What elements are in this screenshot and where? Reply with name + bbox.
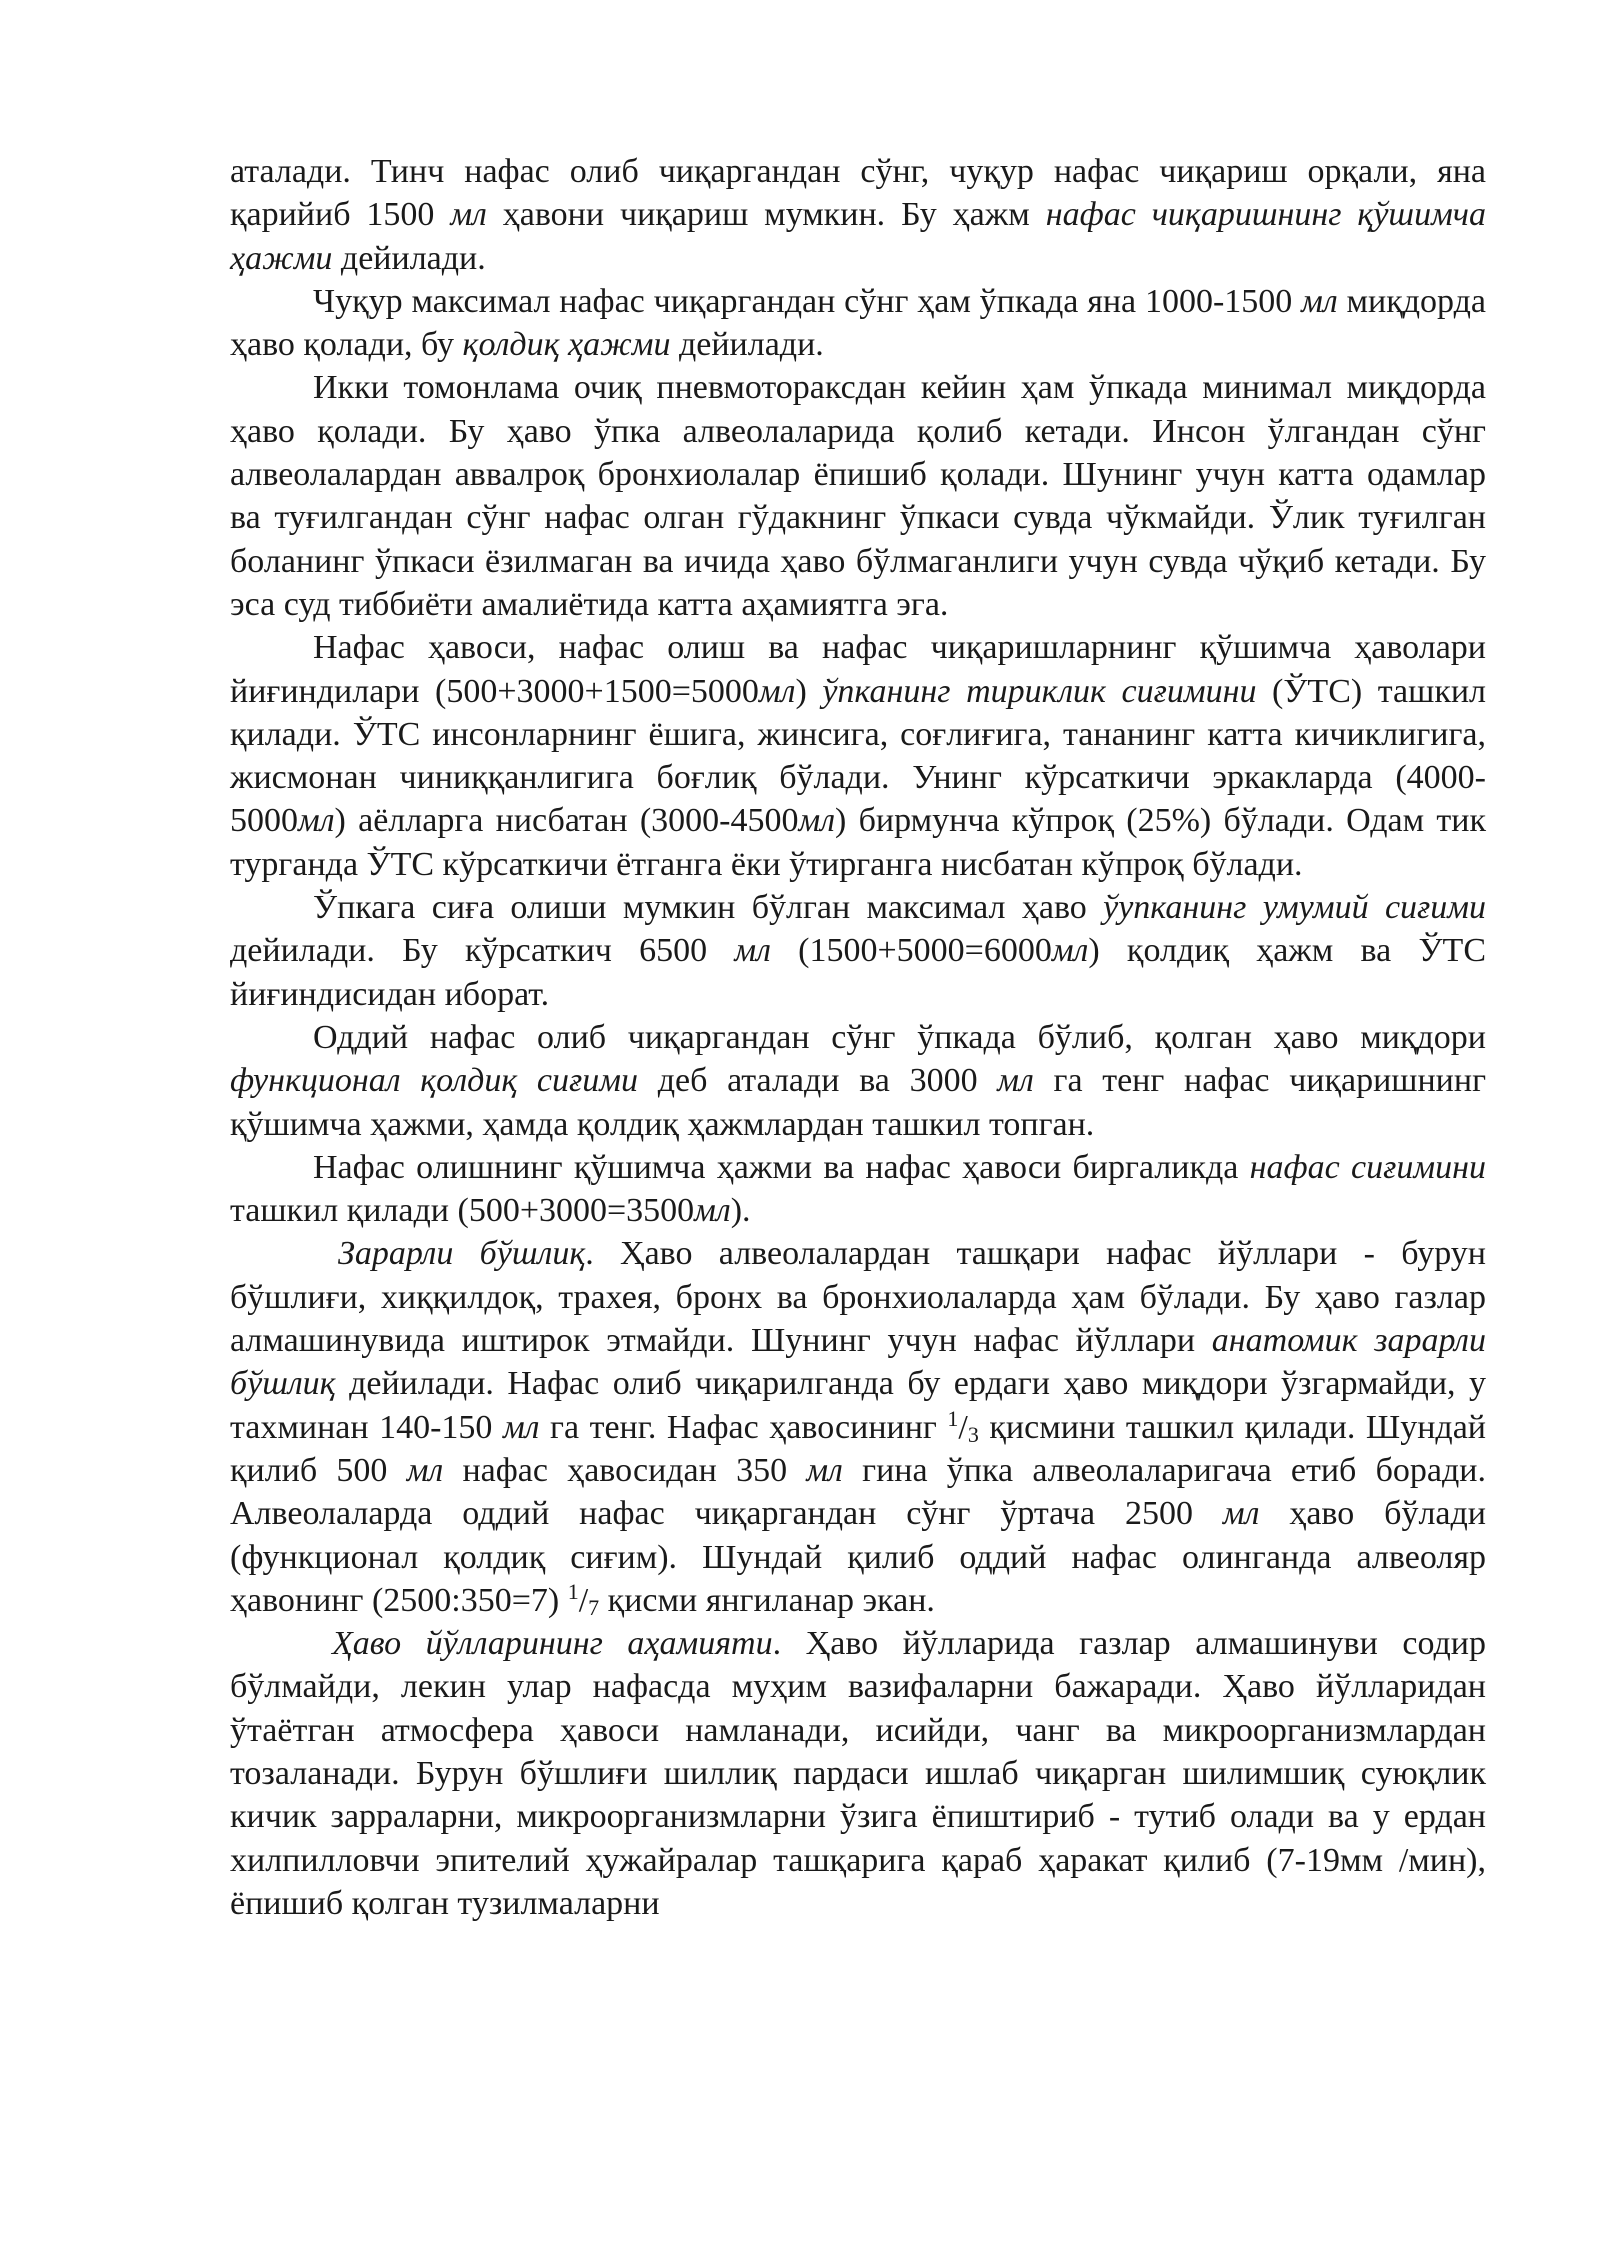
text-run: дейилади. <box>670 326 824 364</box>
text-run: ташкил қилади (500+3000=3500 <box>230 1192 695 1230</box>
fraction-denominator: 7 <box>588 1594 600 1620</box>
text-run: қисмини ташкил қилади. Шундай қилиб 500 <box>230 1408 1486 1489</box>
text-run: нафас ҳавосидан 350 <box>443 1451 807 1489</box>
text-run: ҳаво бўлади (функционал қолдиқ сиғим). Шундай қилиб оддий нафас олинганда алвеоляр ҳавонинг (2500:350=7) <box>230 1495 1487 1619</box>
unit-ml: мл <box>450 196 487 234</box>
unit-ml: мл <box>758 672 796 710</box>
text-run: деб аталади ва 3000 <box>638 1062 998 1100</box>
unit-ml: мл <box>1301 282 1338 320</box>
unit-ml: мл <box>806 1451 843 1489</box>
text-run: (1500+5000=6000 <box>770 932 1052 970</box>
text-run: (ЎТС) ташкил қилади. ЎТС инсонларнинг ёшига, жинсига, соғлиғига, тананинг катта кичиклигига, жисмонан чиниққанлигига боғлиқ бўлади. Унинг кўрсаткичи эркакларда (4000-5000 <box>230 672 1487 840</box>
fraction-denominator: 3 <box>967 1421 979 1447</box>
paragraph-functional-residual <box>230 1016 1486 1146</box>
term-italic: нафас сиғимини <box>1249 1148 1486 1186</box>
text-run: . Ҳаво йўлларида газлар алмашинуви содир бўлмайди, лекин улар нафасда муҳим вазифаларни бажаради. Ҳаво йўлларидан ўтаётган атмосфера ҳавоси намланади, исийди, чанг ва микроорганизмлардан тозаланади. Бурун бўшлиғи шиллиқ пардаси ишлаб чиқарган шилимшиқ суюқлик кичик зарраларни, микроорганизмларни ўзига ёпиштириб - тутиб олади ва у ердан хилпилловчи эпителий ҳужайралар ташқарига қараб ҳаракат қилиб (7-19мм /мин), ёпишиб қолган тузилмаларни <box>230 1625 1486 1922</box>
document-page <box>230 150 1486 1925</box>
text-run: дейилади. Бу кўрсаткич 6500 <box>230 932 735 970</box>
text-run: Ўпкага сиға олиши мумкин бўлган максимал ҳаво <box>313 889 1104 927</box>
paragraph-total-capacity <box>230 886 1486 1016</box>
unit-ml: мл <box>502 1408 540 1446</box>
text-run: ) қолдиқ ҳажм ва ЎТС йиғиндисидан иборат. <box>230 932 1487 1013</box>
paragraph-residual-volume <box>230 280 1486 367</box>
unit-ml: мл <box>1051 932 1089 970</box>
text-run: миқдорда ҳаво қолади, бу <box>230 282 1486 364</box>
text-run: Чуқур максимал нафас чиқаргандан сўнг ҳам ўпкада яна 1000-1500 <box>313 282 1302 320</box>
paragraph-vital-capacity <box>230 626 1486 886</box>
text-run: ) <box>795 672 823 710</box>
text-run: ) бирмунча кўпроқ (25%) бўлади. Одам тик турганда ЎТС кўрсаткичи ётганга ёки ўтирганга нисбатан кўпроқ бўлади. <box>230 802 1486 883</box>
paragraph-airway-importance <box>230 1622 1486 1925</box>
text-run: дейилади. Нафас олиб чиқарилганда бу ердаги ҳаво миқдори ўзгармайди, у тахминан 140-150 <box>230 1365 1486 1446</box>
text-run: Нафас ҳавоси, нафас олиш ва нафас чиқаришларнинг қўшимча ҳаволари йиғиндилари (500+3000+1500=5000 <box>230 629 1486 710</box>
fraction-numerator: 1 <box>947 1405 959 1431</box>
fraction-numerator: 1 <box>567 1578 579 1604</box>
paragraph-pneumothorax <box>230 366 1486 626</box>
unit-ml: мл <box>406 1451 444 1489</box>
section-heading-italic: Зарарли бўшлиқ <box>338 1235 586 1273</box>
paragraph-expiratory-reserve <box>230 150 1486 280</box>
fraction-slash: / <box>958 1408 968 1446</box>
text-run: га тенг нафас чиқаришнинг қўшимча ҳажми, ҳамда қолдиқ ҳажмлардан ташкил топган. <box>230 1062 1487 1143</box>
unit-ml: мл <box>694 1192 731 1230</box>
text-run: дейилади. <box>332 239 486 277</box>
text-run: ). <box>730 1192 751 1230</box>
unit-ml: мл <box>997 1062 1034 1100</box>
unit-ml: мл <box>734 932 771 970</box>
text-run: ҳавони чиқариш мумкин. Бу ҳажм <box>486 196 1046 234</box>
paragraph-dead-space <box>230 1232 1486 1622</box>
term-italic: нафас чиқаришнинг қўшимча ҳажми <box>230 196 1486 277</box>
text-run: ) аёлларга нисбатан (3000-4500 <box>334 802 799 840</box>
text-run: Икки томонлама очиқ пневмотораксдан кейин ҳам ўпкада минимал миқдорда ҳаво қолади. Бу ҳаво ўпка алвеолаларида қолиб кетади. Инсон ўлгандан сўнг алвеолалардан аввалроқ бронхиолалар ёпишиб қолади. Шунинг учун катта одамлар ва туғилгандан сўнг нафас олган гўдакнинг ўпкаси сувда чўкмайди. Ўлик туғилган боланинг ўпкаси ёзилмаган ва ичида ҳаво бўлмаганлиги учун сувда чўқиб кетади. Бу эса суд тиббиёти амалиётида катта аҳамиятга эга. <box>230 369 1486 623</box>
term-italic: ўупканинг умумий сиғими <box>1103 889 1486 927</box>
text-run: қисми янгиланар экан. <box>599 1581 935 1619</box>
term-italic: функционал қолдиқ сиғими <box>230 1062 638 1100</box>
term-italic: анатомик зарарли бўшлиқ <box>230 1322 1486 1403</box>
unit-ml: мл <box>798 802 836 840</box>
text-run: аталади. Тинч нафас олиб чиқаргандан сўнг, чуқур нафас чиқариш орқали, яна қарийиб 1500 <box>230 153 1486 234</box>
term-italic: қолдиқ ҳажми <box>462 326 671 364</box>
section-heading-italic: Ҳаво йўлларининг аҳамияти <box>332 1625 773 1663</box>
fraction-slash: / <box>578 1581 589 1619</box>
unit-ml: мл <box>298 802 335 840</box>
text-run: гина ўпка алвеолаларигача етиб боради. Алвеолаларда оддий нафас чиқаргандан сўнг ўртача 2500 <box>230 1451 1486 1533</box>
paragraph-inspiratory-capacity <box>230 1146 1486 1233</box>
term-italic: ўпканинг тириклик сиғимини <box>822 672 1257 710</box>
text-run: . Ҳаво алвеолалардан ташқари нафас йўллари - бурун бўшлиғи, хиққилдоқ, трахея, бронх ва бронхиолаларда ҳам бўлади. Бу ҳаво газлар алмашинувида иштирок этмайди. Шунинг учун нафас йўллари <box>230 1235 1486 1360</box>
text-run: Оддий нафас олиб чиқаргандан сўнг ўпкада бўлиб, қолган ҳаво миқдори <box>313 1018 1486 1056</box>
unit-ml: мл <box>1222 1495 1260 1533</box>
text-run: га тенг. Нафас ҳавосининг <box>539 1408 948 1446</box>
text-run: Нафас олишнинг қўшимча ҳажми ва нафас ҳавоси биргаликда <box>313 1148 1250 1186</box>
